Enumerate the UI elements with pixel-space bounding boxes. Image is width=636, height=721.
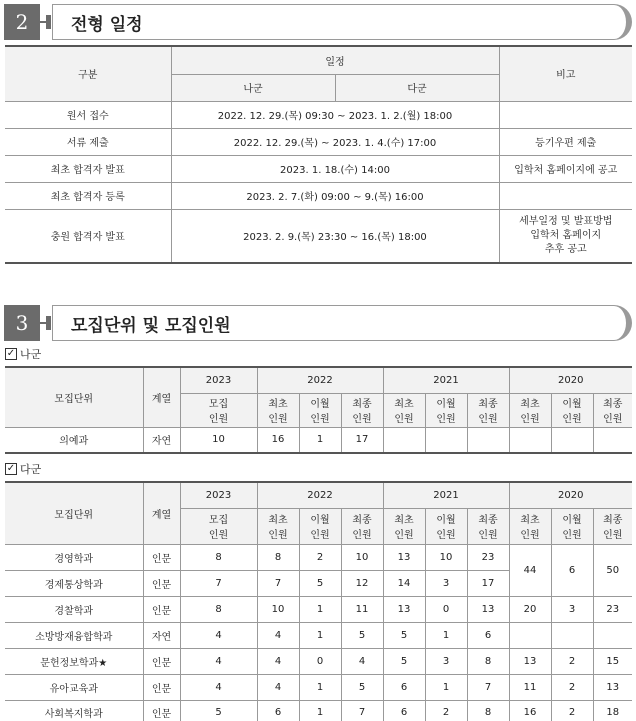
cell-f21: 6 [383, 700, 425, 721]
row-label: 서류 제출 [5, 128, 171, 155]
h-l2: 인원 [520, 530, 540, 541]
cell-w22: 0 [299, 648, 341, 674]
h-l1: 이월 [562, 515, 582, 526]
header-carry [551, 393, 593, 427]
table-row [5, 596, 632, 622]
cell-c2023: 4 [180, 622, 257, 648]
cell-w20: 2 [551, 700, 593, 721]
cell-t22: 10 [341, 544, 383, 570]
h-l1: 이월 [562, 399, 582, 410]
h-l2: 인원 [208, 530, 229, 541]
h-l1: 이월 [436, 399, 456, 410]
cell-w20 [551, 427, 593, 453]
cell-field: 인문 [143, 544, 180, 570]
cell-w20 [551, 622, 593, 648]
header-2020: 2020 [509, 482, 632, 508]
cell-w21: 3 [425, 648, 467, 674]
section-number: 3 [4, 305, 40, 341]
cell-w21: 3 [425, 570, 467, 596]
h-l1: 최초 [394, 399, 414, 410]
h-l2: 인원 [478, 530, 498, 541]
h-l1: 최종 [478, 399, 498, 410]
row-remark [499, 182, 632, 209]
cell-f21: 6 [383, 674, 425, 700]
connector-bar [46, 316, 51, 330]
header-final [257, 393, 299, 427]
cell-field: 인문 [143, 596, 180, 622]
h-l1: 이월 [310, 515, 330, 526]
header-carry [551, 508, 593, 544]
cell-f21: 14 [383, 570, 425, 596]
h-l2: 인원 [394, 414, 414, 425]
h-l2: 인원 [394, 530, 414, 541]
row-date: 2023. 1. 18.(수) 14:00 [171, 155, 499, 182]
cell-t20: 15 [593, 648, 632, 674]
section-title: 전형 일정 [52, 4, 632, 40]
cell-merged-w20: 6 [551, 544, 593, 596]
header-2021: 2021 [383, 367, 509, 393]
checkbox-icon: ✓ [6, 348, 16, 359]
cell-f21: 13 [383, 544, 425, 570]
cell-t22: 5 [341, 622, 383, 648]
h-l2: 인원 [352, 414, 372, 425]
remark-line: 추후 공고 [544, 243, 587, 255]
cell-f22: 16 [257, 427, 299, 453]
cell-f22: 4 [257, 648, 299, 674]
cell-w22: 1 [299, 622, 341, 648]
header-field: 계열 [143, 367, 180, 427]
cell-f21: 13 [383, 596, 425, 622]
cell-t20 [593, 427, 632, 453]
na-group-label [5, 346, 41, 362]
header-final [509, 508, 551, 544]
h-l1: 최종 [352, 515, 372, 526]
header-last [341, 508, 383, 544]
h-l2: 인원 [436, 530, 456, 541]
cell-field: 인문 [143, 674, 180, 700]
table-row [5, 700, 632, 721]
cell-w22: 1 [299, 596, 341, 622]
cell-t21: 23 [467, 544, 509, 570]
cell-w22: 1 [299, 427, 341, 453]
cell-c2023: 4 [180, 648, 257, 674]
group-name: 다군 [20, 463, 42, 476]
row-label: 충원 합격자 발표 [5, 209, 171, 263]
row-label: 최초 합격자 등록 [5, 182, 171, 209]
cell-t22: 7 [341, 700, 383, 721]
header-2022: 2022 [257, 482, 383, 508]
cell-f22: 8 [257, 544, 299, 570]
cell-t21: 13 [467, 596, 509, 622]
header-last [467, 508, 509, 544]
h-l1: 최초 [268, 399, 288, 410]
h-l2: 인원 [562, 530, 582, 541]
cell-w21: 2 [425, 700, 467, 721]
cell-f22: 6 [257, 700, 299, 721]
h-l1: 최초 [520, 399, 540, 410]
cell-f21: 5 [383, 648, 425, 674]
header-recruit [180, 393, 257, 427]
cell-w21: 1 [425, 622, 467, 648]
header-final [383, 393, 425, 427]
row-label: 원서 접수 [5, 101, 171, 128]
header-schedule: 일정 [171, 46, 499, 74]
row-date: 2022. 12. 29.(목) ~ 2023. 1. 4.(수) 17:00 [171, 128, 499, 155]
header-unit: 모집단위 [5, 367, 143, 427]
cell-t20: 18 [593, 700, 632, 721]
cell-f20: 11 [509, 674, 551, 700]
table-row [5, 674, 632, 700]
header-final [257, 508, 299, 544]
cell-merged-t20: 50 [593, 544, 632, 596]
header-2021: 2021 [383, 482, 509, 508]
cell-t21: 7 [467, 674, 509, 700]
h-l1: 모집 [208, 515, 229, 526]
h-l2: 인원 [520, 414, 540, 425]
cell-merged-f20: 44 [509, 544, 551, 596]
h-l1: 최초 [394, 515, 414, 526]
h-l1: 이월 [310, 399, 330, 410]
cell-f22: 7 [257, 570, 299, 596]
cell-unit: 소방방재융합학과 [5, 622, 143, 648]
da-recruitment-table [5, 481, 632, 721]
cell-f21 [383, 427, 425, 453]
cell-f20 [509, 622, 551, 648]
cell-f21: 5 [383, 622, 425, 648]
section-number: 2 [4, 4, 40, 40]
header-final [509, 393, 551, 427]
row-remark: 입학처 홈페이지에 공고 [499, 155, 632, 182]
cell-2023: 10 [180, 427, 257, 453]
row-remark: 등기우편 제출 [499, 128, 632, 155]
cell-f22: 10 [257, 596, 299, 622]
na-recruitment-table [5, 366, 632, 454]
cell-field: 인문 [143, 570, 180, 596]
h-l1: 모집 [208, 399, 229, 410]
table-row [5, 622, 632, 648]
cell-field: 인문 [143, 700, 180, 721]
header-last [593, 508, 632, 544]
cell-c2023: 8 [180, 544, 257, 570]
h-l1: 이월 [436, 515, 456, 526]
remark-line: 세부일정 및 발표방법 [519, 215, 613, 227]
cell-field: 인문 [143, 648, 180, 674]
header-field: 계열 [143, 482, 180, 544]
row-label: 최초 합격자 발표 [5, 155, 171, 182]
cell-w22: 2 [299, 544, 341, 570]
cell-f22: 4 [257, 622, 299, 648]
da-group-label [5, 461, 41, 477]
checkbox-icon: ✓ [6, 463, 16, 474]
cell-t22: 11 [341, 596, 383, 622]
cell-t21: 8 [467, 700, 509, 721]
cell-w21: 1 [425, 674, 467, 700]
header-carry [299, 393, 341, 427]
table-row [5, 648, 632, 674]
row-date: 2022. 12. 29.(목) 09:30 ~ 2023. 1. 2.(월) 18:00 [171, 101, 499, 128]
cell-t21 [467, 427, 509, 453]
cell-f20: 16 [509, 700, 551, 721]
h-l1: 최종 [478, 515, 498, 526]
cell-t22: 17 [341, 427, 383, 453]
group-name: 나군 [20, 348, 42, 361]
header-last [593, 393, 632, 427]
h-l2: 인원 [478, 414, 498, 425]
cell-t22: 5 [341, 674, 383, 700]
header-carry [425, 393, 467, 427]
cell-t20 [593, 622, 632, 648]
cell-w21: 10 [425, 544, 467, 570]
cell-f20: 13 [509, 648, 551, 674]
header-last [467, 393, 509, 427]
cell-f20 [509, 427, 551, 453]
schedule-table [5, 45, 632, 264]
row-remark [499, 101, 632, 128]
cell-unit: 문헌정보학과★ [5, 648, 143, 674]
cell-field: 자연 [143, 622, 180, 648]
cell-c2023: 8 [180, 596, 257, 622]
section-header-schedule [4, 4, 632, 40]
cell-w20: 3 [551, 596, 593, 622]
cell-field: 자연 [143, 427, 180, 453]
cell-w22: 1 [299, 700, 341, 721]
row-date: 2023. 2. 9.(목) 23:30 ~ 16.(목) 18:00 [171, 209, 499, 263]
cell-t20: 23 [593, 596, 632, 622]
cell-t21: 8 [467, 648, 509, 674]
cell-unit: 경찰학과 [5, 596, 143, 622]
table-row [5, 544, 632, 570]
cell-f22: 4 [257, 674, 299, 700]
cell-w21: 0 [425, 596, 467, 622]
h-l2: 인원 [352, 530, 372, 541]
row-date: 2023. 2. 7.(화) 09:00 ~ 9.(목) 16:00 [171, 182, 499, 209]
cell-unit: 유아교육과 [5, 674, 143, 700]
header-da: 다군 [335, 74, 499, 101]
cell-t22: 12 [341, 570, 383, 596]
cell-t20: 13 [593, 674, 632, 700]
section-header-recruitment [4, 305, 632, 341]
cell-unit: 경영학과 [5, 544, 143, 570]
remark-line: 입학처 홈페이지 [530, 229, 602, 241]
cell-c2023: 4 [180, 674, 257, 700]
cell-unit: 사회복지학과 [5, 700, 143, 721]
cell-w22: 5 [299, 570, 341, 596]
header-2022: 2022 [257, 367, 383, 393]
header-last [341, 393, 383, 427]
header-final [383, 508, 425, 544]
header-category: 구분 [5, 46, 171, 101]
h-l1: 최종 [352, 399, 372, 410]
h-l2: 인원 [310, 414, 330, 425]
h-l1: 최종 [603, 399, 623, 410]
header-2020: 2020 [509, 367, 632, 393]
h-l2: 인원 [268, 414, 288, 425]
cell-unit: 경제통상학과 [5, 570, 143, 596]
connector-bar [46, 15, 51, 29]
cell-f20: 20 [509, 596, 551, 622]
header-recruit [180, 508, 257, 544]
header-unit: 모집단위 [5, 482, 143, 544]
header-remark: 비고 [499, 46, 632, 101]
h-l2: 인원 [562, 414, 582, 425]
cell-c2023: 7 [180, 570, 257, 596]
cell-w20: 2 [551, 648, 593, 674]
h-l2: 인원 [603, 530, 623, 541]
header-na: 나군 [171, 74, 335, 101]
h-l2: 인원 [603, 414, 623, 425]
cell-t22: 4 [341, 648, 383, 674]
header-carry [425, 508, 467, 544]
h-l2: 인원 [268, 530, 288, 541]
h-l1: 최초 [520, 515, 540, 526]
cell-t21: 6 [467, 622, 509, 648]
row-remark [499, 209, 632, 263]
cell-unit: 의예과 [5, 427, 143, 453]
h-l1: 최초 [268, 515, 288, 526]
h-l2: 인원 [208, 414, 229, 425]
cell-c2023: 5 [180, 700, 257, 721]
cell-w20: 2 [551, 674, 593, 700]
cell-t21: 17 [467, 570, 509, 596]
cell-w21 [425, 427, 467, 453]
h-l2: 인원 [310, 530, 330, 541]
header-carry [299, 508, 341, 544]
section-title: 모집단위 및 모집인원 [52, 305, 632, 341]
h-l2: 인원 [436, 414, 456, 425]
cell-w22: 1 [299, 674, 341, 700]
header-2023: 2023 [180, 482, 257, 508]
h-l1: 최종 [603, 515, 623, 526]
header-2023: 2023 [180, 367, 257, 393]
